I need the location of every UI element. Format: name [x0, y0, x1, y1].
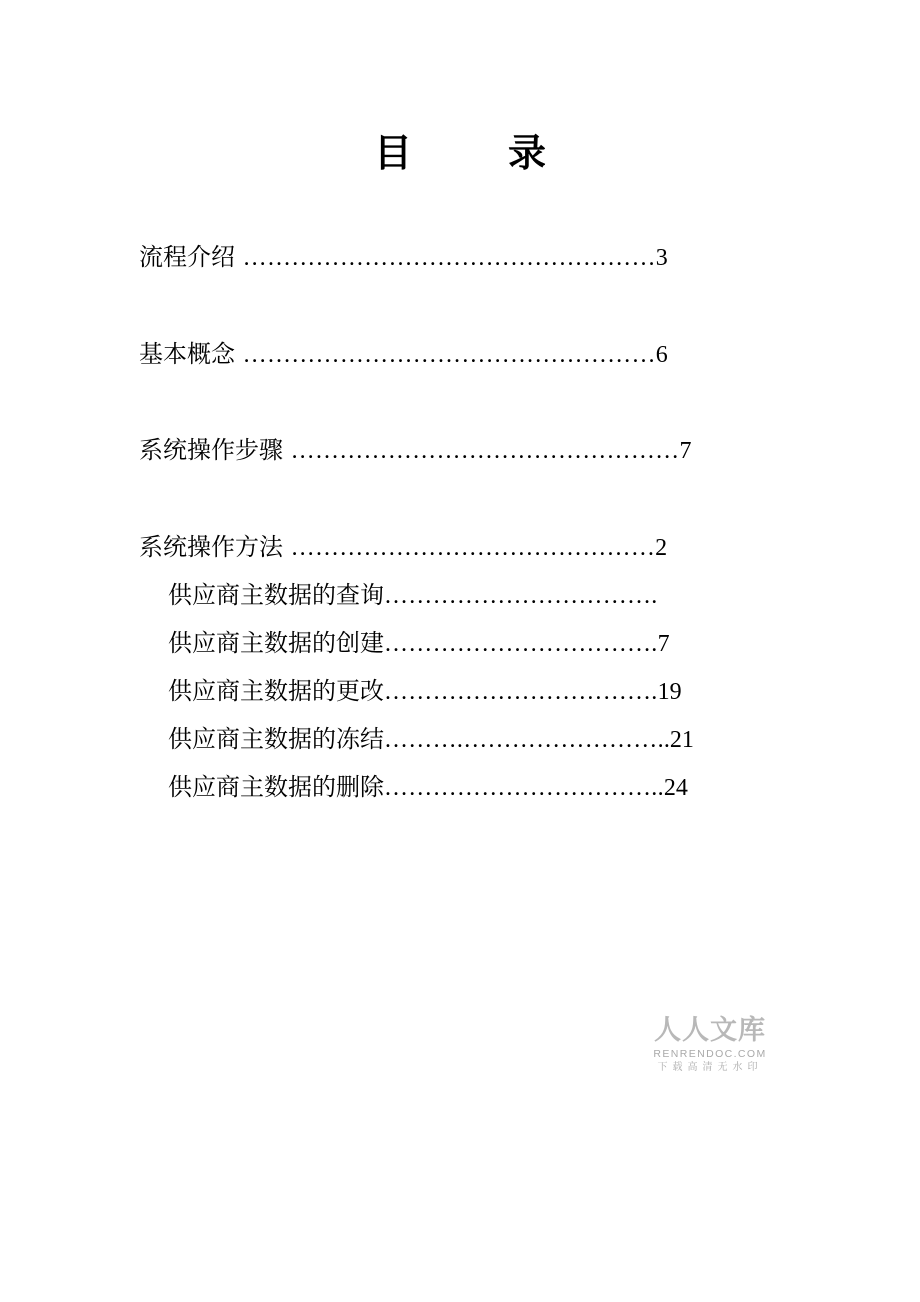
toc-page-number: 7 — [679, 438, 692, 464]
toc-leader: ……………………………. — [384, 583, 658, 609]
toc-title-char-2: 录 — [508, 131, 547, 175]
toc-sub-entry-label: 供应商主数据的冻结 — [168, 725, 384, 753]
toc-entry[interactable] — [139, 532, 667, 562]
toc-leader: …………………………………………… — [242, 342, 656, 368]
toc-page-number: 7 — [657, 631, 670, 657]
toc-entry-label: 基本概念 — [139, 340, 235, 368]
toc-entry-label: 系统操作步骤 — [139, 436, 283, 464]
toc-sub-entry[interactable] — [168, 628, 670, 658]
toc-page-number: 24 — [663, 775, 688, 801]
toc-sub-entry[interactable] — [168, 580, 658, 610]
toc-title — [0, 122, 920, 177]
toc-title-char-1: 目 — [374, 131, 413, 175]
toc-leader: ……………………………. — [384, 679, 658, 705]
toc-entry[interactable] — [139, 242, 668, 272]
watermark-tagline: 下载高清无水印 — [657, 1062, 763, 1073]
toc-sub-entry-label: 供应商主数据的删除 — [168, 773, 384, 801]
toc-leader: ………………………………………… — [290, 438, 680, 464]
toc-entry[interactable] — [139, 339, 668, 369]
watermark-logo — [647, 1016, 773, 1075]
toc-sub-entry-label: 供应商主数据的更改 — [168, 677, 384, 705]
toc-leader: …………………………………………… — [242, 245, 656, 271]
toc-sub-entry[interactable] — [168, 772, 688, 802]
toc-page-number: 2 — [655, 535, 668, 561]
toc-page-number: 6 — [655, 342, 668, 368]
toc-leader: ……….……………………. — [384, 727, 664, 753]
toc-page-number: 3 — [655, 245, 668, 271]
watermark-brand: 人人文库 — [654, 1015, 766, 1046]
toc-sub-entry[interactable] — [168, 724, 694, 754]
toc-leader: ……………………………. — [384, 631, 658, 657]
toc-entry-label: 流程介绍 — [139, 243, 235, 271]
toc-sub-entry-label: 供应商主数据的查询 — [168, 581, 384, 609]
toc-leader: …………………………….. — [384, 775, 664, 801]
toc-page-number: .21 — [663, 727, 694, 753]
toc-sub-entry[interactable] — [168, 676, 682, 706]
toc-page-number: 19 — [657, 679, 682, 705]
toc-entry[interactable] — [139, 435, 691, 465]
toc-leader: ……………………………………… — [290, 535, 656, 561]
toc-sub-entry-label: 供应商主数据的创建 — [168, 629, 384, 657]
watermark-url: RENRENDOC.COM — [653, 1048, 767, 1060]
toc-entry-label: 系统操作方法 — [139, 533, 283, 561]
